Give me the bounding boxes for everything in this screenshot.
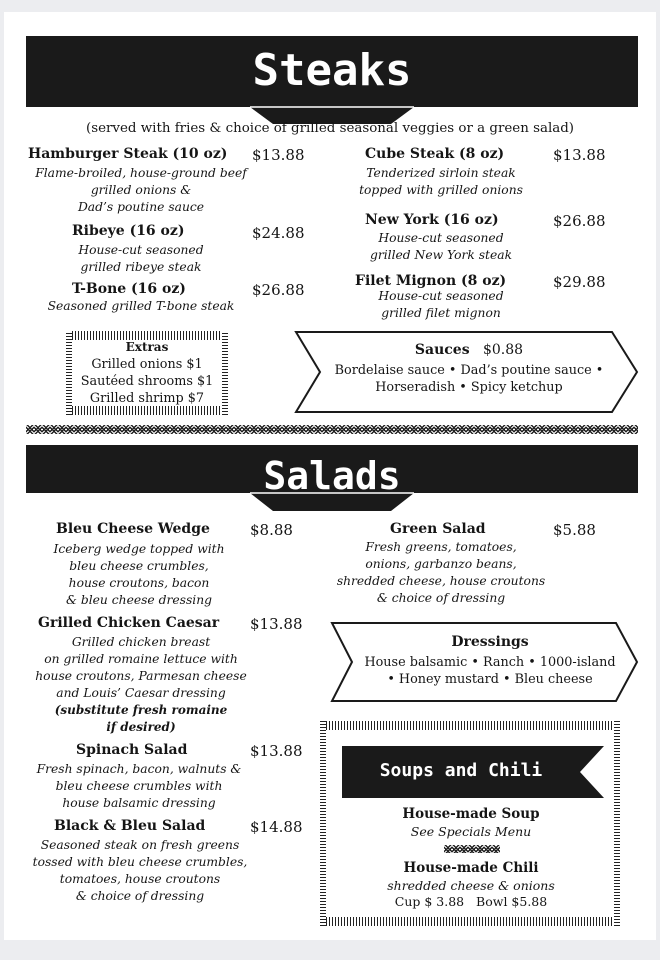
cube-steak-name: Cube Steak (8 oz) — [365, 146, 505, 162]
extras-line: Grilled onions $1 — [91, 357, 203, 372]
soups-title: Soups and Chili — [379, 760, 543, 781]
bleu-cheese-wedge-price: $8.88 — [250, 521, 293, 539]
caesar-note: (substitute fresh romaine — [54, 703, 228, 717]
cube-steak-price: $13.88 — [553, 146, 606, 164]
grilled-chicken-caesar-desc: Grilled chicken breast on grilled romaine lettuce with house croutons, Parmesan cheese and Louis’ Caesar dressing (substitute fresh romaine if desired) — [18, 634, 264, 736]
sauces-line: Bordelaise sauce • Dad’s poutine sauce • — [334, 363, 604, 378]
hamburger-steak-desc: Flame-broiled, house-ground beef grilled onions & Dad’s poutine sauce — [35, 166, 247, 214]
cube-steak-desc: Tenderized sirloin steak topped with grilled onions — [359, 166, 523, 197]
extras-border-left — [66, 331, 72, 415]
caesar-note: if desired) — [106, 720, 176, 734]
black-bleu-salad-price: $14.88 — [250, 818, 303, 836]
soup-name: House-made Soup — [402, 806, 540, 822]
sauces-box — [324, 342, 614, 396]
soup-desc: See Specials Menu — [410, 824, 532, 839]
menu-page — [4, 12, 656, 940]
chili-name: House-made Chili — [403, 860, 539, 876]
bleu-cheese-wedge-name: Bleu Cheese Wedge — [56, 521, 210, 537]
section-divider — [26, 425, 638, 434]
new-york-name: New York (16 oz) — [365, 212, 499, 228]
filet-mignon-price: $29.88 — [553, 273, 606, 291]
chili-prices: Cup $ 3.88 Bowl $5.88 — [394, 894, 548, 909]
black-bleu-salad-name: Black & Bleu Salad — [54, 818, 206, 834]
extras-title: Extras — [125, 340, 169, 354]
new-york-price: $26.88 — [553, 212, 606, 230]
ribeye-price: $24.88 — [252, 224, 305, 242]
tbone-desc: Seasoned grilled T-bone steak — [47, 299, 235, 313]
grilled-chicken-caesar-name: Grilled Chicken Caesar — [38, 615, 220, 631]
extras-line: Grilled shrimp $7 — [89, 391, 205, 406]
extras-border-right — [222, 331, 228, 415]
filet-mignon-desc: House-cut seasoned grilled filet mignon — [378, 289, 504, 320]
tbone-name: T-Bone (16 oz) — [72, 281, 186, 297]
sauces-price: $0.88 — [482, 342, 524, 358]
extras-border-bottom — [66, 406, 228, 415]
green-salad-name: Green Salad — [390, 521, 486, 537]
hamburger-steak-price: $13.88 — [252, 146, 305, 164]
salads-title: Salads — [263, 454, 401, 498]
dressings-box — [356, 634, 624, 688]
soups-border-top — [320, 721, 620, 730]
dressings-title: Dressings — [451, 634, 529, 650]
chili-desc: shredded cheese & onions — [387, 878, 555, 893]
dressings-line: House balsamic • Ranch • 1000-island — [364, 655, 616, 670]
new-york-desc: House-cut seasoned grilled New York steak — [369, 231, 513, 262]
tbone-price: $26.88 — [252, 281, 305, 299]
steaks-title: Steaks — [252, 45, 412, 96]
steaks-subtitle: (served with fries & choice of grilled seasonal veggies or a green salad) — [85, 121, 575, 136]
sauces-title: Sauces — [414, 342, 470, 358]
ribeye-desc: House-cut seasoned grilled ribeye steak — [78, 243, 204, 274]
grilled-chicken-caesar-price: $13.88 — [250, 615, 303, 633]
filet-mignon-name: Filet Mignon (8 oz) — [355, 273, 507, 289]
extras-box — [74, 339, 220, 407]
spinach-salad-name: Spinach Salad — [76, 742, 188, 758]
green-salad-price: $5.88 — [553, 521, 596, 539]
extras-line: Sautéed shrooms $1 — [80, 374, 214, 389]
sauces-line: Horseradish • Spicy ketchup — [375, 380, 563, 395]
soups-border-bottom — [320, 917, 620, 926]
bleu-cheese-wedge-desc: Iceberg wedge topped with bleu cheese crumbles, house croutons, bacon & bleu cheese dressing — [53, 542, 225, 607]
black-bleu-salad-desc: Seasoned steak on fresh greens tossed with bleu cheese crumbles, tomatoes, house croutons & choice of dressing — [32, 838, 248, 903]
ribeye-name: Ribeye (16 oz) — [72, 223, 185, 239]
dressings-line: • Honey mustard • Bleu cheese — [387, 672, 593, 687]
green-salad-desc: Fresh greens, tomatoes, onions, garbanzo beans, shredded cheese, house croutons & choice of dressing — [336, 540, 546, 605]
soups-divider — [444, 845, 500, 853]
spinach-salad-price: $13.88 — [250, 742, 303, 760]
hamburger-steak-name: Hamburger Steak (10 oz) — [28, 146, 228, 162]
spinach-salad-desc: Fresh spinach, bacon, walnuts & bleu cheese crumbles with house balsamic dressing — [36, 762, 242, 810]
